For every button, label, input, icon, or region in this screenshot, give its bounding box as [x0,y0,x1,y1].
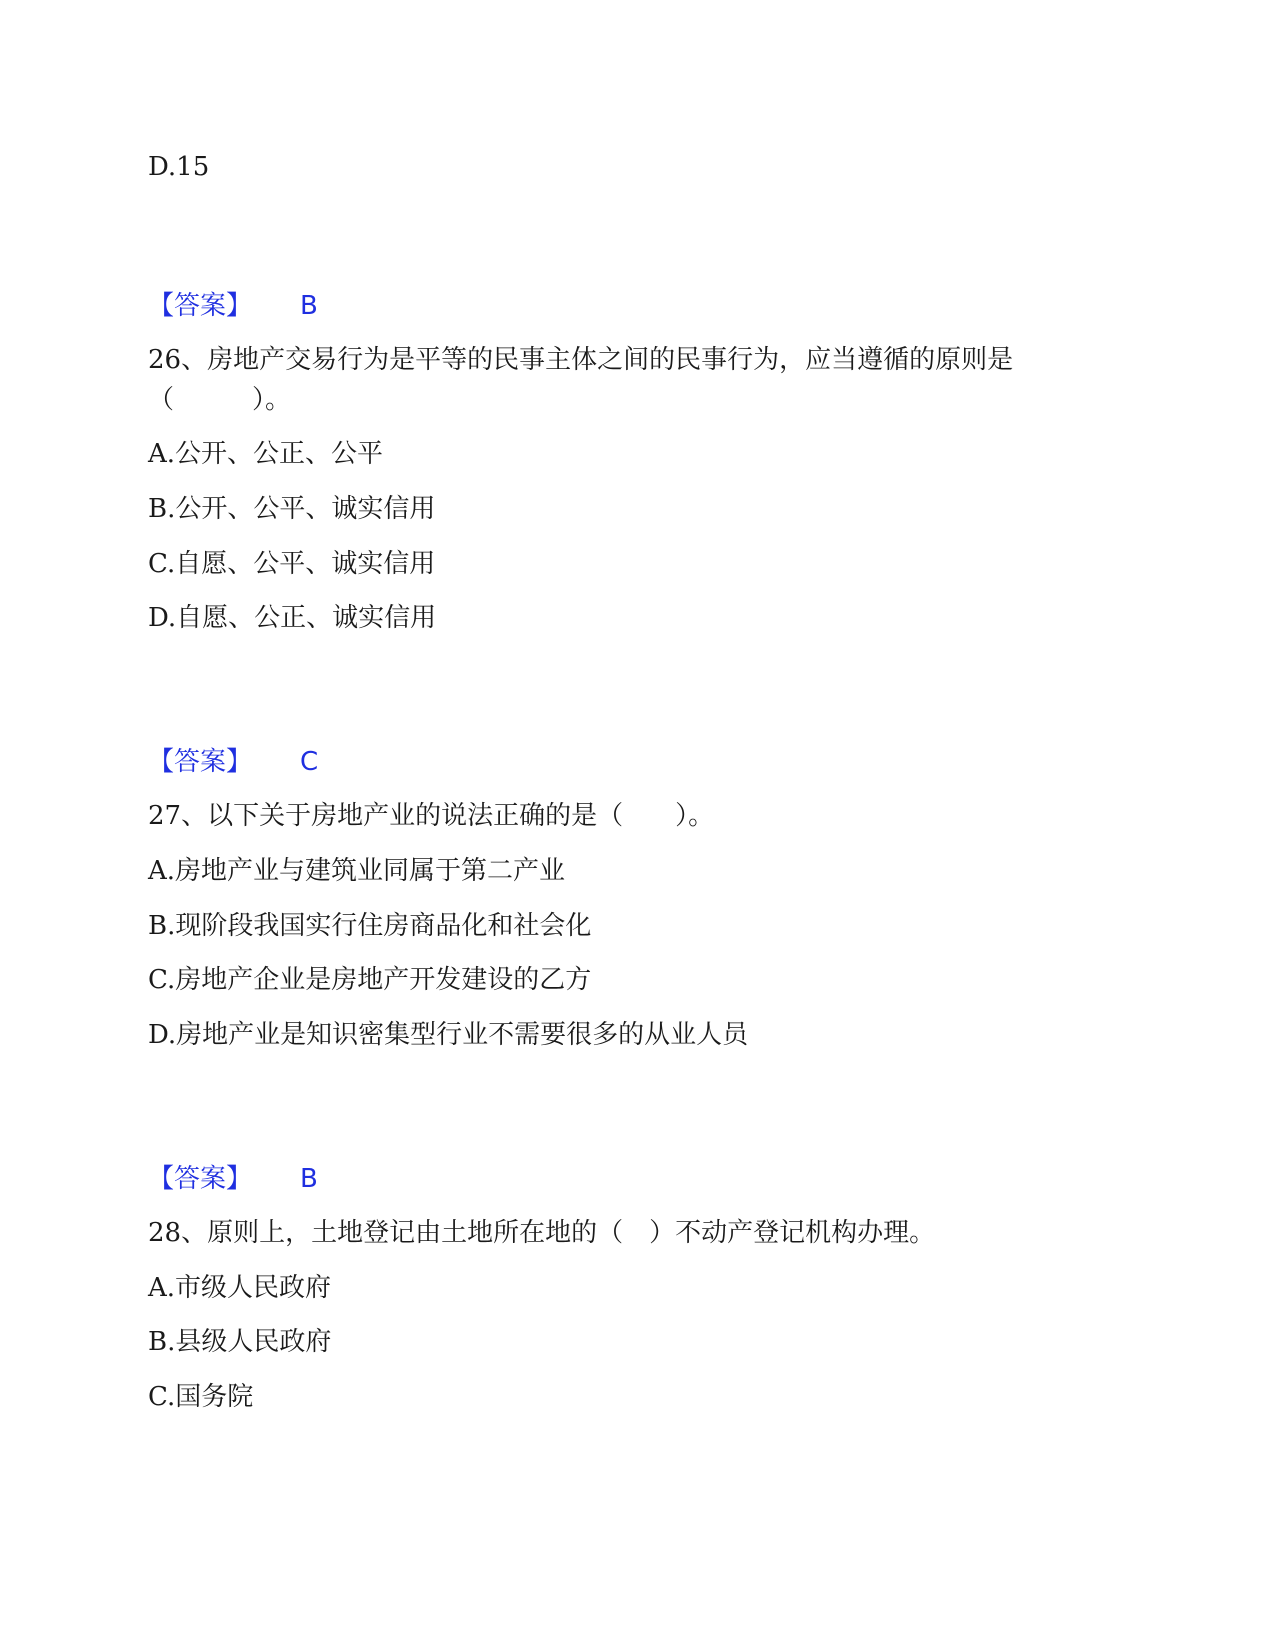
q27-option-d: D.房地产业是知识密集型行业不需要很多的从业人员 [148,1020,749,1050]
q26-option-d: D.自愿、公正、诚实信用 [148,603,437,633]
q26-option-b: B.公开、公平、诚实信用 [148,494,436,524]
q26-stem-line2: （ ）。 [148,385,292,415]
answer-27 [148,1162,318,1196]
q27-option-c: C.房地产企业是房地产开发建设的乙方 [148,965,592,995]
q27-option-b: B.现阶段我国实行住房商品化和社会化 [148,911,592,941]
q28-option-a: A.市级人民政府 [148,1273,332,1303]
q27-stem: 27、以下关于房地产业的说法正确的是（ ）。 [148,801,715,831]
answer-label: 【答案】 [148,1164,253,1194]
answer-25 [148,289,318,323]
answer-value: C [300,747,319,777]
answer-label: 【答案】 [148,747,253,777]
q26-option-c: C.自愿、公平、诚实信用 [148,549,436,579]
q27-option-a: A.房地产业与建筑业同属于第二产业 [148,856,566,886]
answer-label: 【答案】 [148,291,253,321]
answer-26 [148,745,318,779]
q28-stem: 28、原则上，土地登记由土地所在地的（ ）不动产登记机构办理。 [148,1218,936,1248]
q25-option-d: D.15 [148,152,210,182]
q28-option-b: B.县级人民政府 [148,1327,332,1357]
answer-value: B [300,291,318,321]
q26-stem-line1: 26、房地产交易行为是平等的民事主体之间的民事行为，应当遵循的原则是 [148,345,1014,375]
q28-option-c: C.国务院 [148,1382,254,1412]
q26-option-a: A.公开、公正、公平 [148,439,384,469]
answer-value: B [300,1164,318,1194]
